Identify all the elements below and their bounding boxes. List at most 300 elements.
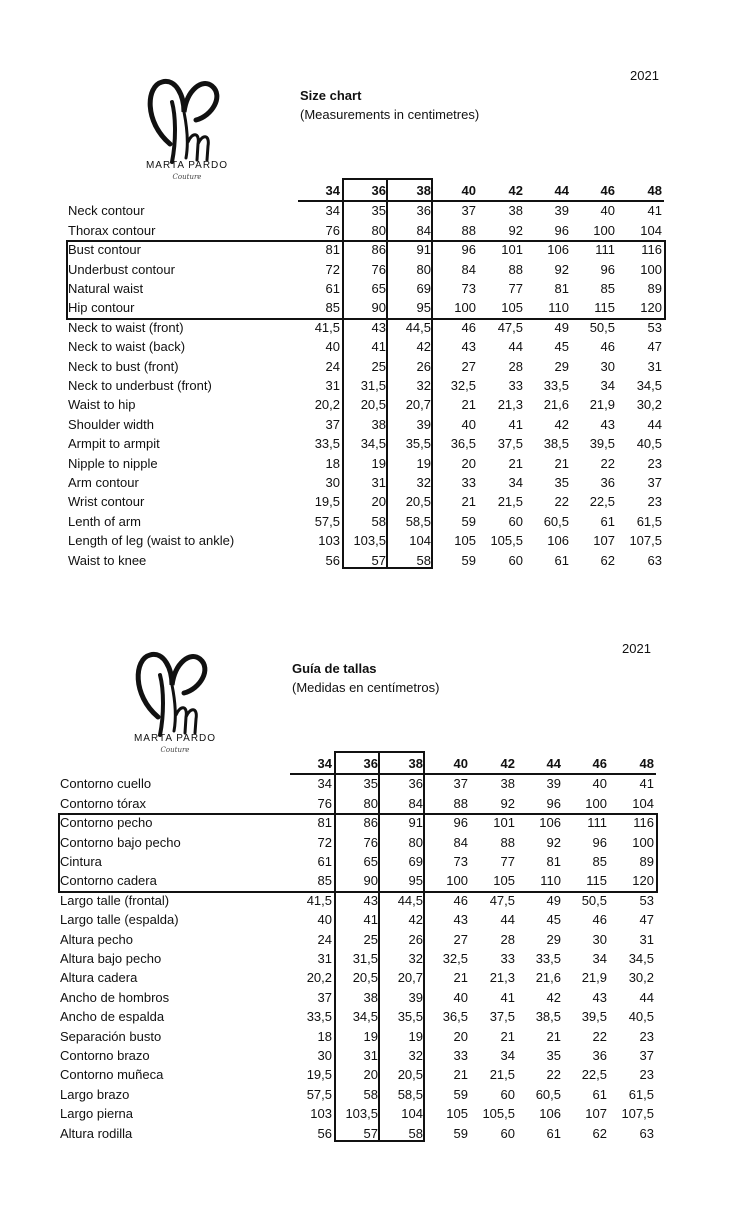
row-label: Largo talle (frontal) [60, 892, 170, 908]
value-cell: 19 [363, 1028, 378, 1044]
value-cell: 63 [647, 552, 662, 568]
value-cell: 38,5 [535, 1009, 561, 1025]
row-label: Altura bajo pecho [60, 951, 162, 966]
value-cell: 100 [454, 300, 476, 316]
chart-subtitle: (Measurements in centimetres) [300, 107, 480, 122]
value-cell: 61,5 [636, 513, 662, 529]
value-cell: 34,5 [636, 378, 662, 393]
value-cell: 32,5 [450, 378, 476, 393]
value-cell: 44,5 [405, 319, 431, 335]
value-cell: 57,5 [306, 1086, 332, 1102]
brand-subname: Couture [172, 173, 202, 181]
value-cell: 60 [508, 552, 523, 568]
value-cell: 106 [539, 815, 561, 831]
value-cell: 111 [595, 242, 615, 258]
value-cell: 36 [416, 203, 431, 219]
value-cell: 115 [594, 300, 615, 316]
value-cell: 21,9 [589, 397, 615, 413]
value-cell: 37 [453, 776, 468, 792]
value-cell: 116 [633, 815, 654, 831]
size-header-cell: 38 [408, 756, 423, 771]
value-cell: 96 [546, 795, 561, 811]
value-cell: 23 [639, 1067, 654, 1083]
value-cell: 76 [363, 834, 378, 850]
table-row [58, 1065, 658, 1084]
row-label: Length of leg (waist to ankle) [68, 533, 235, 549]
value-cell: 89 [639, 854, 654, 869]
value-cell: 61 [592, 1086, 607, 1102]
size-header-cell: 34 [325, 183, 340, 198]
value-cell: 57 [371, 552, 386, 568]
value-cell: 32 [408, 1048, 423, 1063]
value-cell: 57 [363, 1125, 378, 1141]
value-cell: 19 [371, 455, 386, 471]
value-cell: 44 [647, 416, 662, 432]
value-cell: 33 [461, 475, 476, 490]
value-cell: 34 [592, 951, 607, 966]
table-row [66, 240, 666, 259]
value-cell: 21,3 [497, 397, 523, 413]
value-cell: 40 [592, 776, 607, 792]
value-cell: 40 [325, 339, 340, 355]
value-cell: 104 [409, 533, 431, 549]
value-cell: 32,5 [442, 951, 468, 966]
value-cell: 100 [640, 261, 662, 277]
value-cell: 30 [317, 1048, 332, 1063]
value-cell: 32 [416, 475, 431, 490]
value-cell: 84 [408, 795, 423, 811]
value-cell: 72 [317, 834, 332, 850]
value-cell: 101 [493, 815, 515, 831]
value-cell: 19,5 [306, 1067, 332, 1083]
value-cell: 92 [546, 834, 561, 850]
row-label: Neck to underbust (front) [68, 378, 212, 393]
brand-name: MARTA PARDO [145, 160, 229, 171]
value-cell: 72 [325, 261, 340, 277]
value-cell: 28 [500, 931, 515, 947]
value-cell: 33,5 [306, 1009, 332, 1025]
value-cell: 105 [454, 533, 476, 549]
value-cell: 116 [641, 242, 662, 258]
value-cell: 21 [500, 1028, 515, 1044]
value-cell: 31 [639, 931, 654, 947]
value-cell: 36,5 [450, 436, 476, 452]
value-cell: 38 [500, 776, 515, 792]
value-cell: 100 [585, 795, 607, 811]
row-label: Bust contour [68, 242, 141, 258]
value-cell: 34 [500, 1048, 515, 1063]
value-cell: 31 [647, 358, 662, 374]
value-cell: 26 [408, 931, 423, 947]
value-cell: 63 [639, 1125, 654, 1141]
value-cell: 43 [600, 416, 615, 432]
value-cell: 47 [647, 339, 662, 355]
table-row [66, 454, 666, 473]
size-header-cell: 40 [453, 756, 468, 771]
value-cell: 96 [461, 242, 476, 258]
value-cell: 105,5 [490, 533, 523, 549]
row-label: Armpit to armpit [68, 436, 160, 452]
value-cell: 34 [317, 776, 332, 792]
value-cell: 49 [554, 319, 569, 335]
value-cell: 81 [325, 242, 340, 258]
size-header-row [66, 181, 666, 200]
size-header-cell: 48 [639, 756, 654, 771]
value-cell: 41 [508, 416, 523, 432]
value-cell: 81 [317, 815, 332, 831]
value-cell: 43 [363, 892, 378, 908]
value-cell: 39,5 [581, 1009, 607, 1025]
brand-logo [132, 72, 242, 197]
value-cell: 105,5 [482, 1106, 515, 1122]
brand-logo-mark [120, 645, 230, 740]
value-cell: 53 [639, 892, 654, 908]
value-cell: 46 [453, 892, 468, 908]
value-cell: 41 [647, 203, 662, 219]
value-cell: 80 [363, 795, 378, 811]
value-cell: 92 [554, 261, 569, 277]
value-cell: 59 [461, 552, 476, 568]
row-label: Wrist contour [68, 494, 145, 510]
value-cell: 20,5 [405, 494, 431, 510]
value-cell: 50,5 [581, 892, 607, 908]
value-cell: 40 [461, 416, 476, 432]
value-cell: 85 [317, 873, 332, 889]
value-cell: 29 [546, 931, 561, 947]
value-cell: 21 [453, 1067, 468, 1083]
value-cell: 120 [632, 873, 654, 889]
value-cell: 31 [363, 1048, 378, 1063]
value-cell: 34 [325, 203, 340, 219]
value-cell: 21 [554, 455, 569, 471]
value-cell: 106 [547, 242, 569, 258]
value-cell: 45 [554, 339, 569, 355]
value-cell: 35 [554, 475, 569, 490]
value-cell: 46 [600, 339, 615, 355]
value-cell: 26 [416, 358, 431, 374]
value-cell: 41 [371, 339, 386, 355]
value-cell: 84 [461, 261, 476, 277]
value-cell: 85 [325, 300, 340, 316]
row-label: Waist to knee [68, 552, 147, 568]
value-cell: 100 [446, 873, 468, 889]
table-row [66, 279, 666, 298]
size-header-cell: 34 [317, 756, 332, 771]
value-cell: 34,5 [352, 1009, 378, 1025]
value-cell: 43 [453, 912, 468, 928]
value-cell: 49 [546, 892, 561, 908]
size-header-cell: 44 [554, 183, 569, 198]
value-cell: 39 [416, 416, 431, 432]
value-cell: 91 [416, 242, 431, 258]
value-cell: 120 [640, 300, 662, 316]
value-cell: 36 [592, 1048, 607, 1063]
value-cell: 22 [554, 494, 569, 510]
value-cell: 45 [546, 912, 561, 928]
value-cell: 34 [508, 475, 523, 490]
row-label: Contorno cuello [60, 776, 152, 792]
value-cell: 105 [501, 300, 523, 316]
row-label: Natural waist [68, 281, 144, 296]
table-row [58, 813, 658, 832]
value-cell: 19 [408, 1028, 423, 1044]
table-row [66, 492, 666, 511]
value-cell: 38,5 [543, 436, 569, 452]
row-label: Arm contour [68, 475, 139, 490]
table-row [58, 988, 658, 1007]
value-cell: 59 [453, 1125, 468, 1141]
value-cell: 104 [632, 795, 654, 811]
value-cell: 41 [363, 912, 378, 928]
value-cell: 47,5 [497, 319, 523, 335]
value-cell: 61 [554, 552, 569, 568]
size-header-cell: 46 [592, 756, 607, 771]
value-cell: 31 [317, 951, 332, 966]
value-cell: 33,5 [535, 951, 561, 966]
value-cell: 58,5 [397, 1086, 423, 1102]
value-cell: 59 [461, 513, 476, 529]
row-label: Contorno muñeca [60, 1067, 164, 1083]
value-cell: 111 [587, 815, 607, 831]
value-cell: 107 [585, 1106, 607, 1122]
table-row [58, 1085, 658, 1104]
value-cell: 60,5 [543, 513, 569, 529]
table-row [66, 415, 666, 434]
value-cell: 43 [592, 989, 607, 1005]
row-label: Hip contour [68, 300, 135, 316]
table-row [66, 221, 666, 240]
value-cell: 27 [461, 358, 476, 374]
size-header-cell: 42 [500, 756, 515, 771]
value-cell: 95 [416, 300, 431, 316]
size-header-cell: 42 [508, 183, 523, 198]
value-cell: 59 [453, 1086, 468, 1102]
value-cell: 44,5 [397, 892, 423, 908]
value-cell: 40 [317, 912, 332, 928]
value-cell: 85 [600, 281, 615, 296]
value-cell: 24 [317, 931, 332, 947]
year-label: 2021 [622, 641, 651, 656]
table-row [66, 260, 666, 279]
row-label: Underbust contour [68, 261, 175, 277]
value-cell: 41 [639, 776, 654, 792]
row-label: Contorno pecho [60, 815, 153, 831]
value-cell: 33,5 [314, 436, 340, 452]
value-cell: 23 [647, 455, 662, 471]
value-cell: 46 [461, 319, 476, 335]
table-row [66, 395, 666, 414]
value-cell: 105 [446, 1106, 468, 1122]
value-cell: 92 [500, 795, 515, 811]
row-label: Largo brazo [60, 1086, 130, 1102]
value-cell: 42 [408, 912, 423, 928]
value-cell: 88 [500, 834, 515, 850]
table-row [66, 318, 666, 337]
row-label: Contorno bajo pecho [60, 834, 181, 850]
row-label: Nipple to nipple [68, 455, 158, 471]
value-cell: 31 [371, 475, 386, 490]
value-cell: 103 [310, 1106, 332, 1122]
value-cell: 30 [325, 475, 340, 490]
value-cell: 37 [317, 989, 332, 1005]
value-cell: 21,6 [535, 970, 561, 986]
value-cell: 96 [453, 815, 468, 831]
value-cell: 76 [371, 261, 386, 277]
value-cell: 56 [317, 1125, 332, 1141]
value-cell: 80 [408, 834, 423, 850]
row-label: Largo talle (espalda) [60, 912, 179, 928]
chart-title: Guía de tallas [292, 661, 377, 676]
value-cell: 89 [647, 281, 662, 296]
table-row [66, 201, 666, 220]
value-cell: 22 [600, 455, 615, 471]
value-cell: 46 [592, 912, 607, 928]
brand-logo-mark [132, 72, 242, 167]
value-cell: 38 [363, 989, 378, 1005]
value-cell: 20,7 [405, 397, 431, 413]
row-label: Ancho de espalda [60, 1009, 165, 1025]
size-chart-es [0, 600, 732, 1208]
value-cell: 88 [508, 261, 523, 277]
value-cell: 20 [461, 455, 476, 471]
table-row [66, 473, 666, 492]
value-cell: 100 [632, 834, 654, 850]
value-cell: 30 [600, 358, 615, 374]
table-row [58, 891, 658, 910]
size-header-cell: 44 [546, 756, 561, 771]
value-cell: 22 [592, 1028, 607, 1044]
value-cell: 30,2 [628, 970, 654, 986]
value-cell: 44 [508, 339, 523, 355]
table-row [58, 1104, 658, 1123]
value-cell: 34,5 [360, 436, 386, 452]
value-cell: 58 [371, 513, 386, 529]
value-cell: 86 [363, 815, 378, 831]
value-cell: 106 [539, 1106, 561, 1122]
value-cell: 58 [363, 1086, 378, 1102]
value-cell: 40 [453, 989, 468, 1005]
value-cell: 25 [371, 358, 386, 374]
table-row [58, 968, 658, 987]
value-cell: 20 [371, 494, 386, 510]
value-cell: 92 [508, 222, 523, 238]
value-cell: 33 [500, 951, 515, 966]
value-cell: 104 [401, 1106, 423, 1122]
table-row [66, 512, 666, 531]
value-cell: 62 [592, 1125, 607, 1141]
row-label: Altura pecho [60, 931, 133, 947]
value-cell: 41 [500, 989, 515, 1005]
table-row [58, 930, 658, 949]
value-cell: 81 [554, 281, 569, 296]
value-cell: 36 [408, 776, 423, 792]
value-cell: 21 [461, 397, 476, 413]
value-cell: 21,5 [497, 494, 523, 510]
value-cell: 39,5 [589, 436, 615, 452]
brand-name: MARTA PARDO [133, 733, 217, 744]
table-row [58, 833, 658, 852]
value-cell: 20 [453, 1028, 468, 1044]
value-cell: 35 [371, 203, 386, 219]
value-cell: 18 [317, 1028, 332, 1044]
value-cell: 69 [416, 281, 431, 296]
value-cell: 20,5 [352, 970, 378, 986]
table-row [66, 337, 666, 356]
value-cell: 29 [554, 358, 569, 374]
value-cell: 36 [600, 475, 615, 490]
value-cell: 35,5 [397, 1009, 423, 1025]
value-cell: 20 [363, 1067, 378, 1083]
value-cell: 96 [600, 261, 615, 277]
table-row [58, 1046, 658, 1065]
table-row [58, 774, 658, 793]
value-cell: 50,5 [589, 319, 615, 335]
value-cell: 21 [461, 494, 476, 510]
value-cell: 73 [461, 281, 476, 296]
value-cell: 91 [408, 815, 423, 831]
value-cell: 105 [493, 873, 515, 889]
value-cell: 107,5 [629, 533, 662, 549]
brand-logo [120, 645, 230, 770]
value-cell: 61 [317, 854, 332, 869]
row-label: Contorno tórax [60, 795, 146, 811]
value-cell: 42 [554, 416, 569, 432]
value-cell: 23 [639, 1028, 654, 1044]
value-cell: 22,5 [589, 494, 615, 510]
value-cell: 65 [371, 281, 386, 296]
value-cell: 84 [453, 834, 468, 850]
value-cell: 103,5 [345, 1106, 378, 1122]
value-cell: 110 [548, 300, 569, 316]
value-cell: 24 [325, 358, 340, 374]
row-label: Altura cadera [60, 970, 138, 986]
row-label: Neck contour [68, 203, 145, 219]
value-cell: 65 [363, 854, 378, 869]
value-cell: 115 [586, 873, 607, 889]
table-row [66, 551, 666, 570]
size-header-row [58, 754, 658, 773]
table-row [66, 531, 666, 550]
value-cell: 107,5 [621, 1106, 654, 1122]
row-label: Contorno brazo [60, 1048, 150, 1063]
row-label: Neck to bust (front) [68, 358, 179, 374]
value-cell: 21,3 [489, 970, 515, 986]
table-row [66, 357, 666, 376]
value-cell: 37 [647, 475, 662, 490]
value-cell: 39 [554, 203, 569, 219]
value-cell: 21 [453, 970, 468, 986]
value-cell: 20,2 [306, 970, 332, 986]
value-cell: 32 [408, 951, 423, 966]
value-cell: 53 [647, 319, 662, 335]
row-label: Cintura [60, 854, 102, 869]
value-cell: 60 [500, 1086, 515, 1102]
value-cell: 73 [453, 854, 468, 869]
value-cell: 34 [600, 378, 615, 393]
value-cell: 44 [639, 989, 654, 1005]
value-cell: 38 [371, 416, 386, 432]
value-cell: 34,5 [628, 951, 654, 966]
value-cell: 21 [546, 1028, 561, 1044]
value-cell: 42 [416, 339, 431, 355]
value-cell: 23 [647, 494, 662, 510]
value-cell: 81 [546, 854, 561, 869]
value-cell: 21,9 [581, 970, 607, 986]
value-cell: 31,5 [352, 951, 378, 966]
value-cell: 41,5 [314, 319, 340, 335]
table-row [58, 910, 658, 929]
value-cell: 39 [408, 989, 423, 1005]
